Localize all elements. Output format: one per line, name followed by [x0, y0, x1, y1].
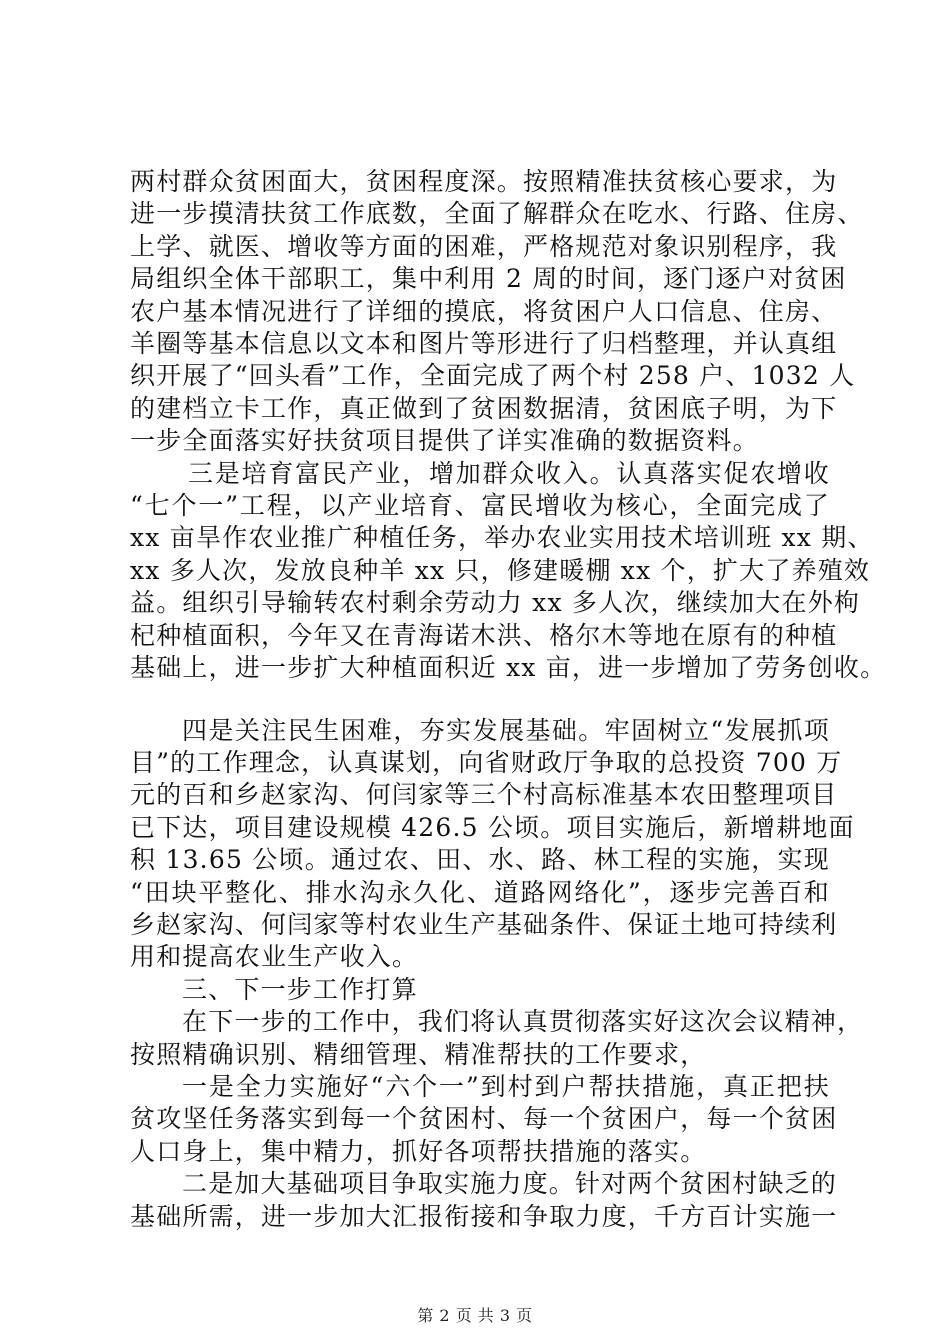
text-line: 局组织全体干部职工，集中利用 2 周的时间，逐门逐户对贫困: [130, 264, 847, 294]
paragraph-poverty-survey: [130, 166, 864, 458]
text-line: 织开展了“回头看”工作，全面完成了两个村 258 户、1032 人: [130, 361, 856, 391]
text-line: 贫攻坚任务落实到每一个贫困村、每一个贫困户，每一个贫困: [130, 1104, 838, 1134]
text-line: 人口身上，集中精力，抓好各项帮扶措施的落实。: [130, 1136, 707, 1166]
text-line: “七个一”工程，以产业培育、富民增收为核心，全面完成了: [130, 491, 830, 521]
text-line: 基础上，进一步扩大种植面积近 xx 亩，进一步增加了劳务创收。: [130, 653, 887, 683]
section-heading: 三、下一步工作打算: [182, 974, 418, 1004]
document-body: [130, 166, 887, 1233]
text-line: 益。组织引导输转农村剩余劳动力 xx 多人次，继续加大在外枸: [130, 588, 861, 618]
text-line: 羊圈等基本信息以文本和图片等形进行了归档整理，并认真组: [130, 329, 838, 359]
paragraph-industry: [130, 458, 887, 685]
paragraph-next-work: [130, 1006, 864, 1071]
text-line: xx 亩旱作农业推广种植任务，举办农业实用技术培训班 xx 期、: [130, 523, 874, 553]
text-line: 积 13.65 公顷。通过农、田、水、路、林工程的实施，实现: [130, 845, 830, 875]
text-line: 基础所需，进一步加大汇报衔接和争取力度，千方百计实施一: [130, 1201, 838, 1231]
text-line: 二是加大基础项目争取实施力度。针对两个贫困村缺乏的: [182, 1169, 838, 1199]
text-line: 元的百和乡赵家沟、何闫家等三个村高标准基本农田整理项目: [130, 780, 838, 810]
text-line: 杞种植面积，今年又在青海诺木洪、格尔木等地在原有的种植: [130, 620, 838, 650]
text-line: “田块平整化、排水沟永久化、道路网络化”，逐步完善百和: [130, 877, 830, 907]
paragraph-infrastructure-projects: [130, 1168, 838, 1233]
text-line: 一是全力实施好“六个一”到村到户帮扶措施，真正把扶: [182, 1071, 830, 1101]
page-footer: 第 2 页 共 3 页: [417, 1306, 533, 1325]
text-line: 的建档立卡工作，真正做到了贫困数据清，贫困底子明，为下: [130, 393, 838, 423]
section-heading-next-steps: [130, 974, 830, 1006]
paragraph-infrastructure: [130, 715, 855, 974]
text-line: 进一步摸清扶贫工作底数，全面了解群众在吃水、行路、住房、: [130, 199, 864, 229]
text-line: 乡赵家沟、何闫家等村农业生产基础条件、保证土地可持续利: [130, 909, 838, 939]
text-line: 农户基本情况进行了详细的摸底，将贫困户人口信息、住房、: [130, 296, 838, 326]
text-line: 目”的工作理念，认真谋划，向省财政厅争取的总投资 700 万: [130, 747, 843, 777]
text-line: 在下一步的工作中，我们将认真贯彻落实好这次会议精神，: [182, 1007, 864, 1037]
text-line: 三是培育富民产业，增加群众收入。认真落实促农增收: [188, 458, 830, 488]
text-line: 上学、就医、增收等方面的困难，严格规范对象识别程序，我: [130, 231, 838, 261]
text-line: 用和提高农业生产收入。: [130, 942, 419, 972]
text-line: 四是关注民生困难，夯实发展基础。牢固树立“发展抓项: [182, 715, 830, 745]
text-line: 已下达，项目建设规模 426.5 公顷。项目实施后，新增耕地面: [130, 812, 855, 842]
text-line: 两村群众贫困面大，贫困程度深。按照精准扶贫核心要求，为: [130, 167, 838, 196]
paragraph-six-ones: [130, 1071, 838, 1168]
text-line: 一步全面落实好扶贫项目提供了详实准确的数据资料。: [130, 426, 759, 456]
text-line: xx 多人次，发放良种羊 xx 只，修建暖棚 xx 个，扩大了养殖效: [130, 555, 871, 585]
text-line: 按照精确识别、精细管理、精准帮扶的工作要求，: [130, 1039, 707, 1069]
